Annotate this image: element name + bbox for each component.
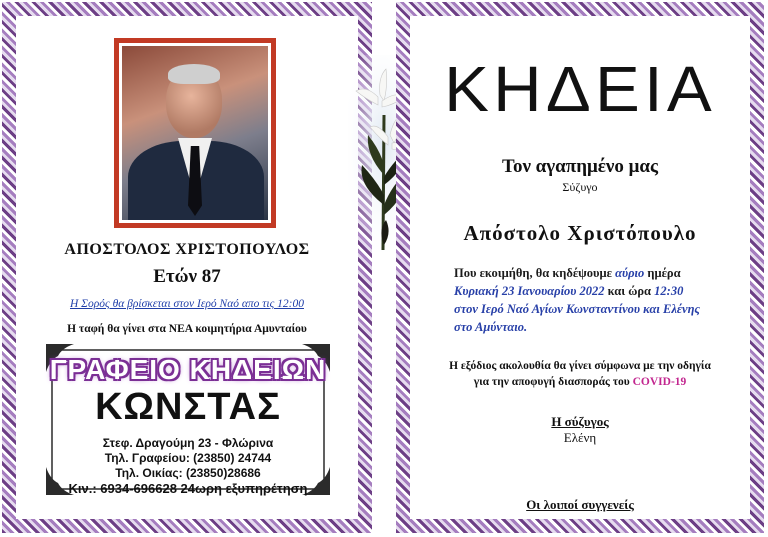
headline-title: ΚΗΔΕΙΑ	[444, 53, 716, 125]
lying-in-state-note: Η Σορός θα βρίσκεται στον Ιερό Ναό απο τις 12:00	[70, 298, 304, 310]
announce-time: 12:30	[654, 284, 684, 298]
announce-text-3: και ώρα	[607, 284, 652, 298]
age-label: Ετών	[153, 266, 198, 287]
ad-address: Στεφ. Δραγούμη 23 - Φλώρινα	[102, 436, 274, 450]
funeral-announcement	[454, 264, 720, 336]
relation-line: Σύζυγο	[562, 180, 598, 194]
ad-title: ΓΡΑΦΕΙΟ ΚΗΔΕΙΩΝ	[49, 354, 327, 385]
right-notice-panel	[396, 2, 764, 533]
spouse-name: Ελένη	[563, 430, 597, 445]
age-value: 87	[201, 266, 221, 287]
left-notice-panel	[2, 2, 372, 533]
age-line	[16, 266, 358, 288]
announce-place: στο Αμύνταιο.	[454, 320, 528, 334]
spouse-label: Η σύζυγος	[551, 414, 609, 429]
covid-note-text: Η εξόδιος ακολουθία θα γίνει σύμφωνα με την οδηγία για την αποφυγή διασποράς του	[449, 360, 711, 388]
other-relatives: Οι λοιποί συγγενείς	[526, 497, 634, 512]
deceased-name: ΑΠΟΣΤΟΛΟΣ ΧΡΙΣΤΟΠΟΥΛΟΣ	[64, 241, 310, 258]
announce-text-2: ημέρα	[647, 266, 681, 280]
beloved-line: Τον αγαπημένο μας	[502, 156, 658, 177]
announce-church: στον Ιερό Ναό Αγίων Κωνσταντίνου και Ελένης	[454, 302, 701, 316]
ad-mobile-phone: Κιν.: 6934-696628 24ωρη εξυπηρέτηση	[68, 481, 308, 496]
covid-label: COVID-19	[632, 376, 687, 388]
ad-home-phone: Τηλ. Οικίας: (23850)28686	[115, 466, 261, 480]
portrait-frame	[114, 38, 276, 228]
announce-date: Κυριακή 23 Ιανουαρίου 2022	[454, 284, 605, 298]
deceased-portrait	[122, 46, 268, 220]
ad-office-phone: Τηλ. Γραφείου: (23850) 24744	[104, 451, 272, 465]
deceased-name-heading: Απόστολο Χριστόπουλο	[463, 221, 697, 245]
announce-tomorrow: αύριο	[615, 266, 645, 280]
ad-business-name: ΚΩΝΣΤΑΣ	[95, 386, 281, 428]
funeral-home-ad	[44, 342, 332, 497]
burial-note: Η ταφή θα γίνει στα ΝΕΑ κοιμητήρια Αμυνταίου	[67, 323, 307, 335]
announce-text-1: Που εκοιμήθη, θα κηδέψουμε	[454, 266, 612, 280]
covid-note	[440, 358, 720, 390]
